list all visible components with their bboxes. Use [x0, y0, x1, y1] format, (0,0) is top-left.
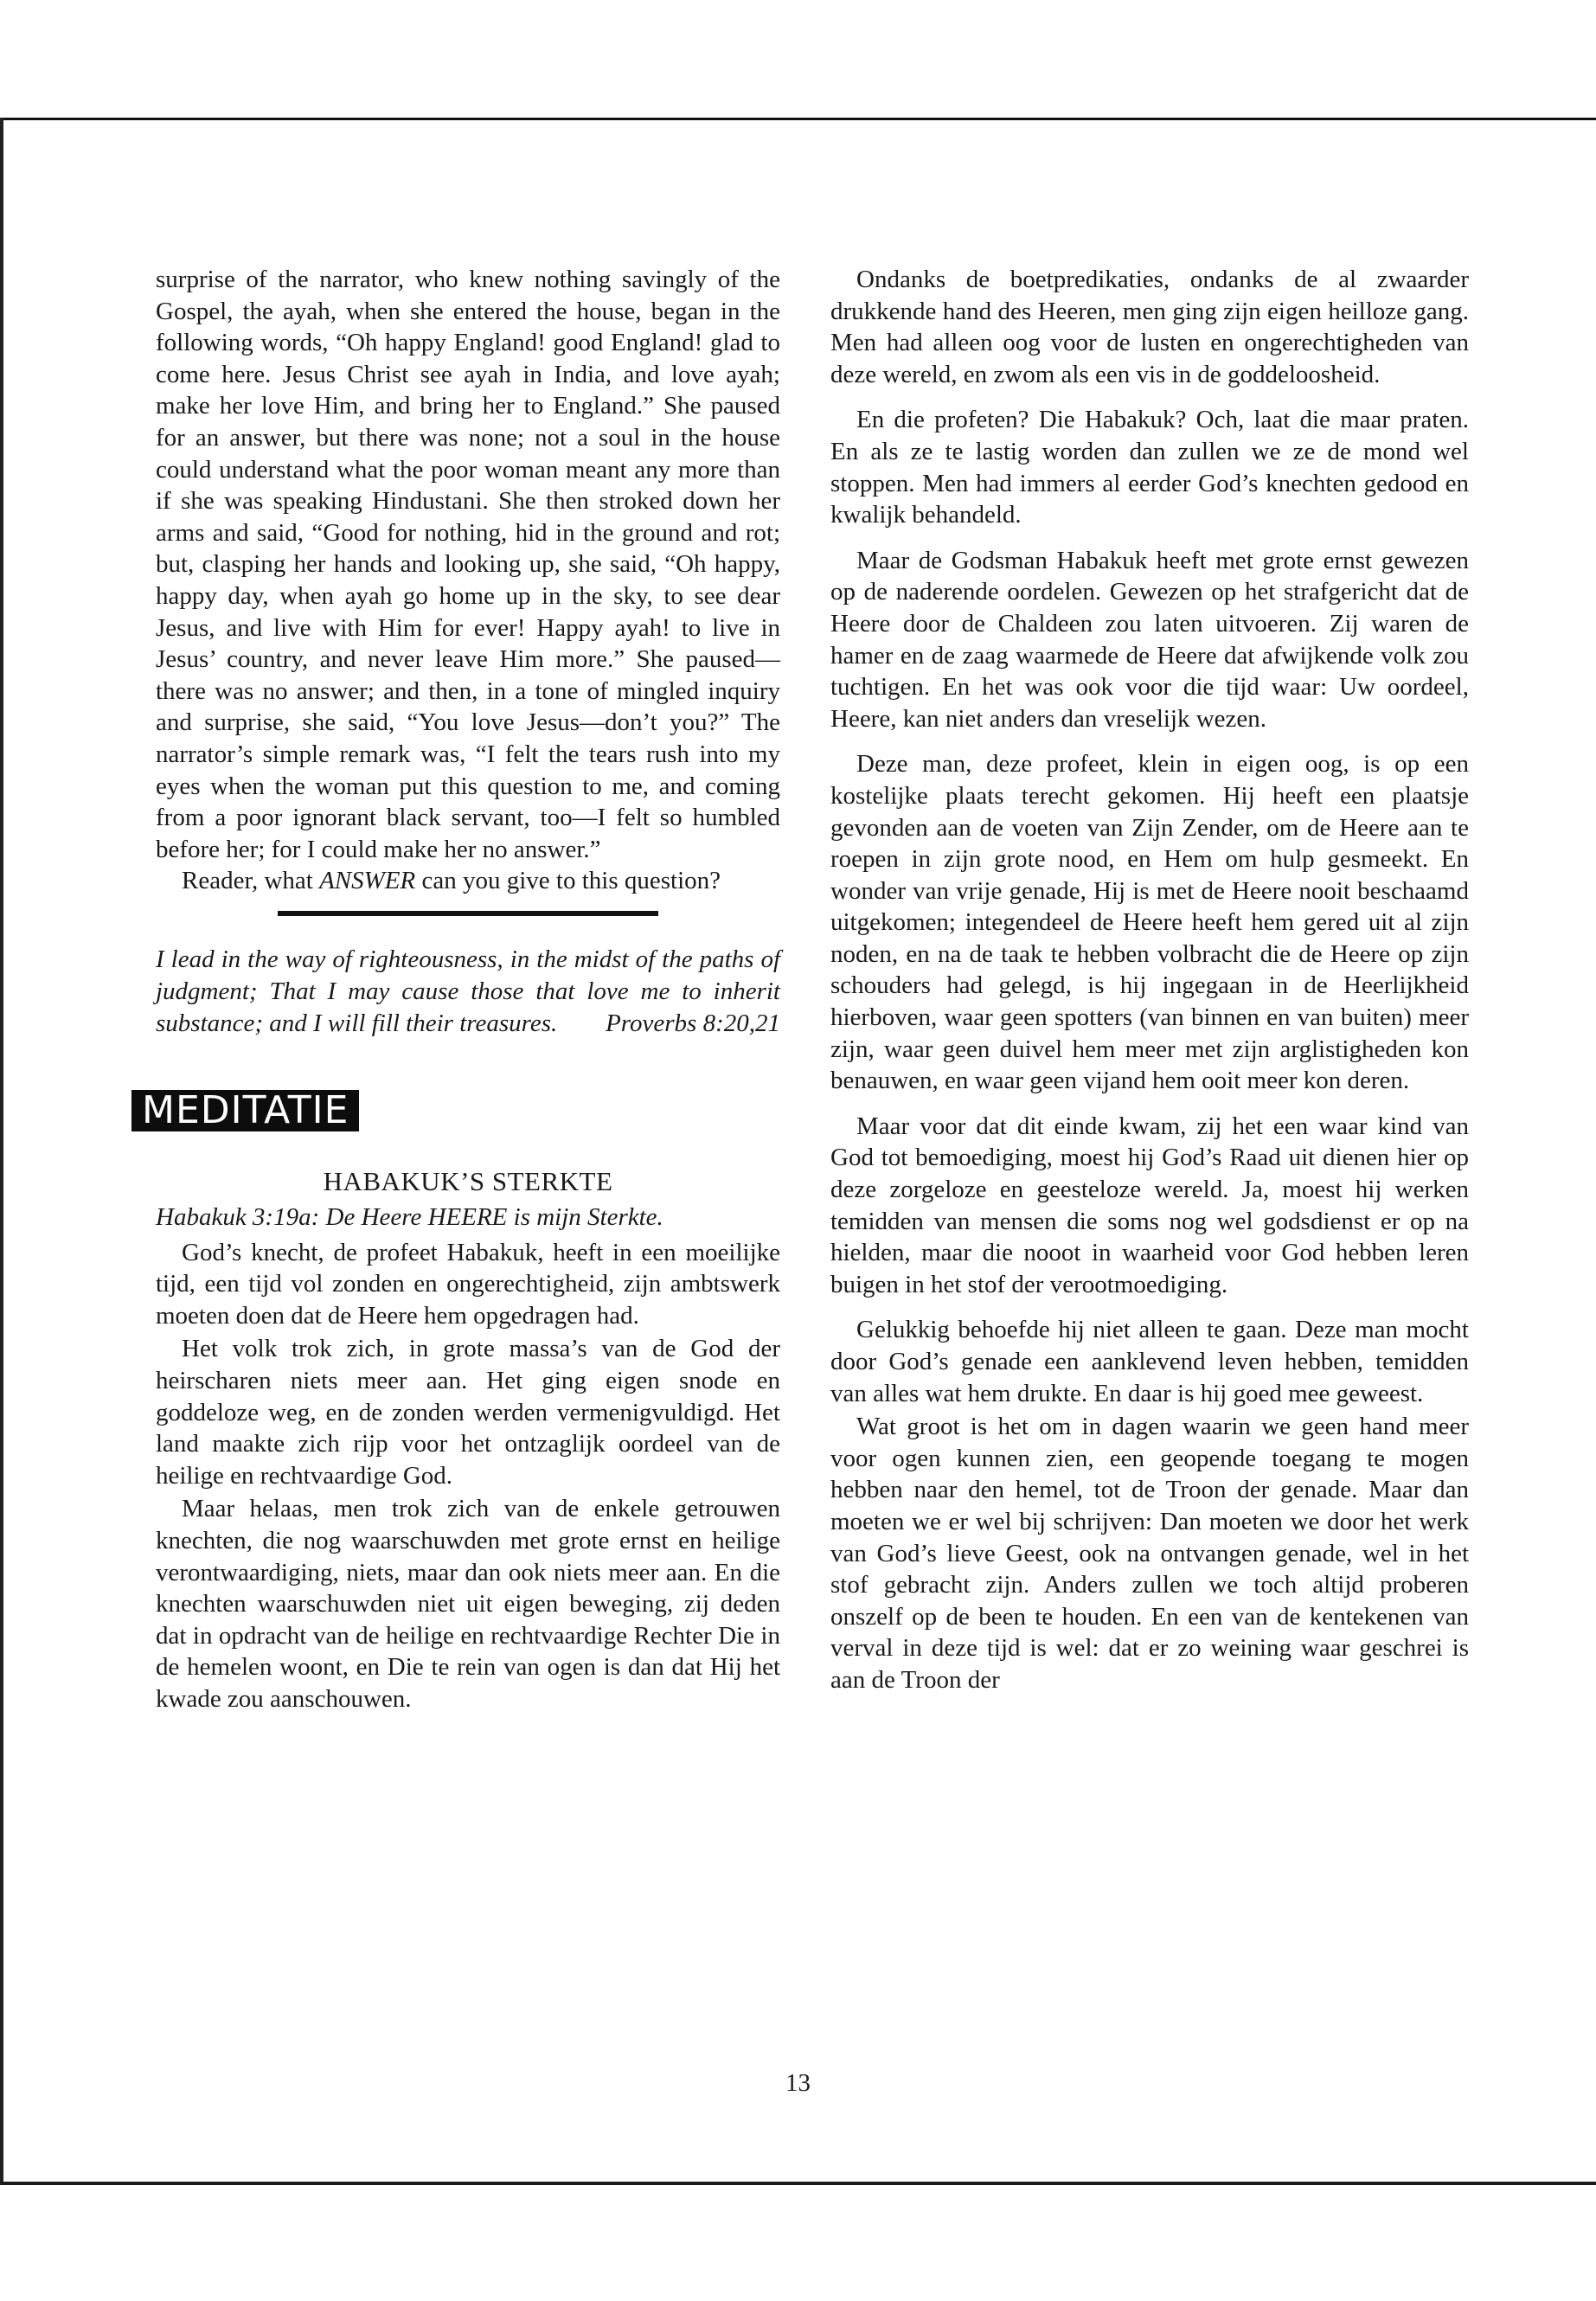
- article-paragraph: God’s knecht, de profeet Habakuk, heeft in een moeilijke tijd, een tijd vol zonden en ongerechtigheid, zijn ambtswerk moeten doen dat de Heere hem opgedragen had.: [156, 1238, 780, 1330]
- scripture-quote-text: I lead in the way of righteousness, in the midst of the paths of judgment; That I may cause those that love me to inherit substance; and I will fill their treasures.: [156, 945, 780, 1037]
- article-paragraph: Maar de Godsman Habakuk heeft met grote ernst gewezen op de naderende oordelen. Gewezen op het strafgericht dat de Heere door de Chaldeen zou laten uitvoeren. Zij waren de hamer en de zaag waarmede de Heere dat afwijkende volk zou tuchtigen. En het was ook voor die tijd waar: Uw oordeel, Heere, kan niet anders dan vreselijk wezen.: [830, 546, 1469, 733]
- article-paragraph: Deze man, deze profeet, klein in eigen oog, is op een kostelijke plaats terecht gekomen. Hij heeft een plaatsje gevonden aan de voeten van Zijn Zender, om de Heere aan te roepen in zijn grote nood, en Hem om hulp gesmeekt. En wonder van vrije genade, Hij is met de Heere nooit beschaamd uitgekomen; integendeel de Heere heeft hem gered uit al zijn noden, en na de taak te hebben volbracht die de Heere op zijn schouders had gelegd, is hij ingegaan in de Heerlijkheid hierboven, waar geen spotters (van binnen en van buiten) meer zijn, waar geen duivel hem meer met zijn arglistigheden kon benauwen, en waar geen vijand hem ooit meer kon deren.: [830, 750, 1469, 1095]
- page-border-bottom: [0, 2182, 1596, 2185]
- article-paragraph: En die profeten? Die Habakuk? Och, laat die maar praten. En als ze te lastig worden dan zullen we ze de mond wel stoppen. Men had immers al eerder God’s knechten gedood en kwalijk behandeld.: [830, 406, 1469, 529]
- scripture-reference: Proverbs 8:20,21: [606, 1009, 780, 1037]
- section-label-badge: MEDITATIE: [131, 1090, 359, 1132]
- verse-reference: Habakuk 3:19a: De Heere HEERE is mijn Sterkte.: [156, 1203, 663, 1232]
- divider-rule: [278, 911, 658, 916]
- article-paragraph: Maar helaas, men trok zich van de enkele getrouwen knechten, die nog waarschuwden met grote ernst en heilige verontwaardiging, niets, maar dan ook niets meer aan. En die knechten waarschuwden niet uit eigen beweging, zij deden dat in opdracht van de heilige en rechtvaardige Rechter Die in de hemelen woont, en Die te rein van ogen is dan dat Hij het kwade zou aanschouwen.: [156, 1495, 780, 1713]
- scripture-quote: [156, 944, 780, 1040]
- right-column: [830, 264, 1469, 1696]
- page-border-left: [0, 118, 3, 2185]
- article-paragraph: Gelukkig behoefde hij niet alleen te gaan. Deze man mocht door God’s genade een aanklevend leven hebben, temidden van alles wat hem drukte. En daar is hij goed mee geweest.: [830, 1316, 1469, 1407]
- article-heading: HABAKUK’S STERKTE: [323, 1166, 613, 1197]
- article-paragraph: Wat groot is het om in dagen waarin we geen hand meer voor ogen kunnen zien, een geopende toegang te mogen hebben naar den hemel, tot de Troon der genade. Maar dan moeten we er wel bij schrijven: Dan moeten we door het werk van God’s lieve Geest, ook na ontvangen genade, wel in het stof gebracht zijn. Anders zullen we toch altijd proberen onszelf op de been te houden. En een van de kentekenen van verval in deze tijd is wel: dat er zo weining waar geschrei is aan de Troon der: [830, 1413, 1469, 1694]
- article-paragraph: Het volk trok zich, in grote massa’s van de God der heirscharen niets meer aan. Het ging eigen snode en goddeloze weg, en de zonden werden vermenigvuldigd. Het land maakte zich rijp voor het ontzaglijk oordeel van de heilige en rechtvaardige God.: [156, 1335, 780, 1490]
- page-number: 13: [785, 2069, 811, 2097]
- story-paragraph: surprise of the narrator, who knew nothing savingly of the Gospel, the ayah, when she entered the house, began in the following words, “Oh happy England! good England! glad to come here. Jesus Christ see ayah in India, and love ayah; make her love Him, and bring her to England.” She paused for an answer, but there was none; not a soul in the house could understand what the poor woman meant any more than if she was speaking Hindustani. She then stroked down her arms and said, “Good for nothing, hid in the ground and rot; but, clasping her hands and looking up, she said, “Oh happy, happy day, when ayah go home up in the sky, to see dear Jesus, and live with Him for ever! Happy ayah! to live in Jesus’ country, and never leave Him more.” She paused—there was no answer; and then, in a tone of mingled inquiry and surprise, she said, “You love Jesus—don’t you?” The narrator’s simple remark was, “I felt the tears rush into my eyes when the woman put this question to me, and coming from a poor ignorant black servant, too—I felt so humbled before her; for I could make her no answer.”: [156, 266, 780, 863]
- reader-question: Reader, what ANSWER can you give to this question?: [182, 867, 721, 895]
- left-column: [142, 264, 780, 1715]
- article-paragraph: Ondanks de boetpredikaties, ondanks de al zwaarder drukkende hand des Heeren, men ging zijn eigen heilloze gang. Men had alleen oog voor de lusten en ongerechtigheden van deze wereld, en zwom als een vis in de goddeloosheid.: [830, 266, 1469, 388]
- page-border-top: [0, 118, 1596, 120]
- article-paragraph: Maar voor dat dit einde kwam, zij het een waar kind van God tot bemoediging, moest hij God’s Raad uit dienen hier op deze zorgeloze en geesteloze wereld. Ja, moest hij werken temidden van mensen die soms nog wel godsdienst er op na hielden, maar die nooot in waarheid voor God hebben leren buigen in het stof der verootmoediging.: [830, 1112, 1469, 1298]
